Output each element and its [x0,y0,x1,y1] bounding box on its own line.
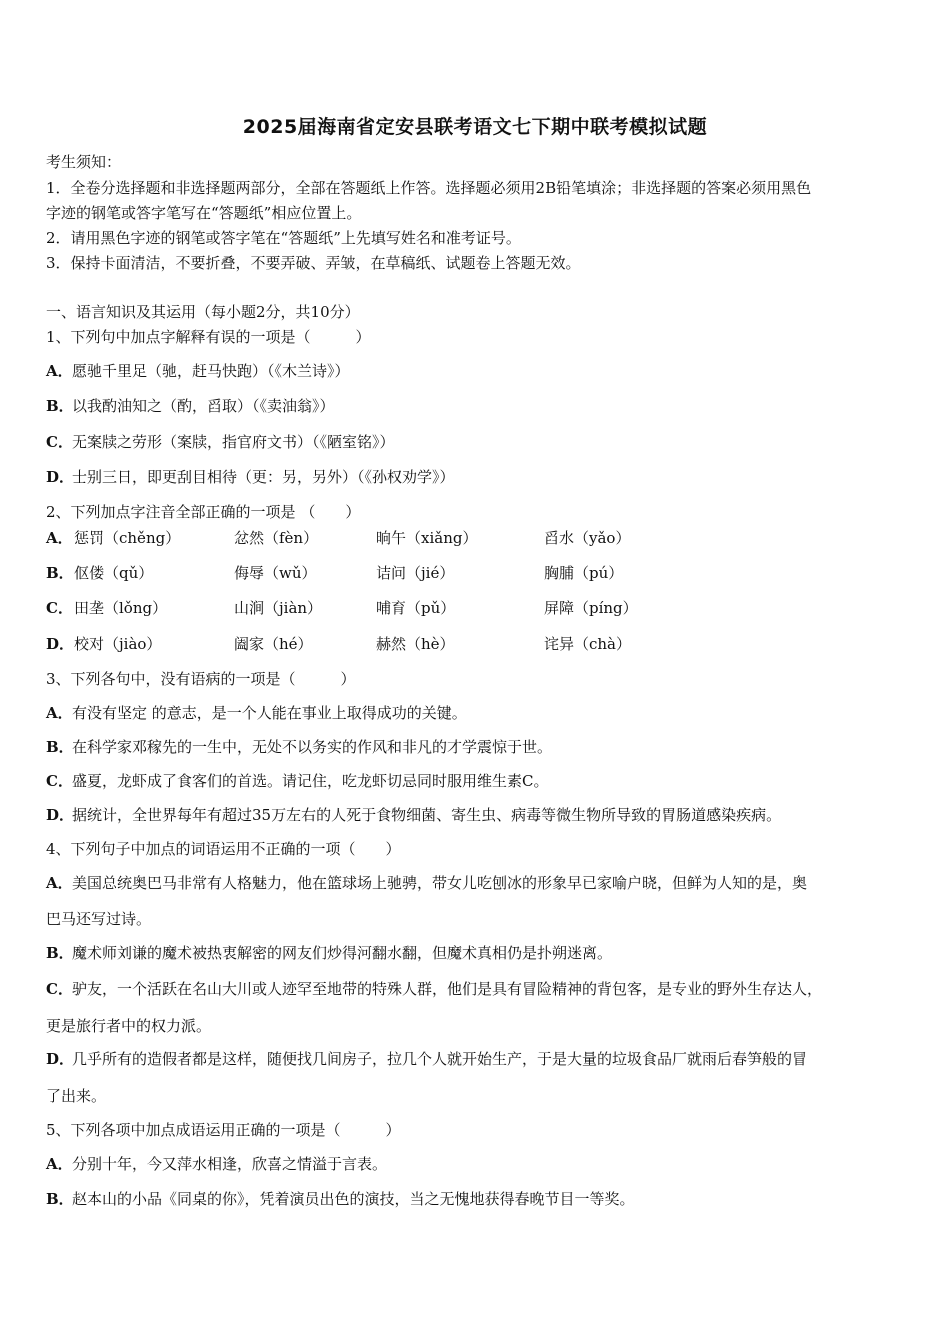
question-5-option-a [46,1154,387,1174]
option-text: 魔术师刘谦的魔术被热衷解密的网友们炒得河翻水翻，但魔术真相仍是扑朔迷离。 [72,944,613,962]
question-3-option-b [46,737,552,757]
option-text: 几乎所有的造假者都是这样，随便找几间房子，拉几个人就开始生产，于是大量的垃圾食品厂就雨后春笋般的冒 [72,1050,808,1068]
notice-item-3: 3．保持卡面清洁，不要折叠，不要弄破、弄皱，在草稿纸、试题卷上答题无效。 [46,254,581,272]
option-label: A． [46,704,73,722]
option-text: 愿驰千里足（驰，赶马快跑）（《木兰诗》） [72,362,350,380]
option-text: 赵本山的小品《同桌的你》，凭着演员出色的演技，当之无愧地获得春晚节目一等奖。 [72,1190,635,1208]
question-4-option-b [46,943,612,963]
question-2-row-d [46,634,75,654]
question-4-option-d [46,1049,807,1069]
pinyin-item: 屏障（píng） [544,599,638,617]
question-1-option-b [46,396,335,416]
option-label: D． [46,468,75,486]
notice-item-2: 2．请用黑色字迹的钢笔或答字笔在“答题纸”上先填写姓名和准考证号。 [46,229,521,247]
question-1-option-c [46,432,395,452]
option-text: 士别三日，即更刮目相待（更：另，另外）（《孙权劝学》） [72,468,455,486]
option-label: B． [46,564,74,582]
pinyin-item: 哺育（pǔ） [376,599,456,617]
question-4-option-a-cont: 巴马还写过诗。 [46,910,152,928]
section-heading: 一、语言知识及其运用（每小题2分，共10分） [46,303,360,321]
question-3-option-c [46,771,548,791]
pinyin-item: 惩罚（chěng） [74,529,181,547]
pinyin-item: 山涧（jiàn） [234,599,323,617]
option-text: 据统计，全世界每年有超过35万左右的人死于食物细菌、寄生虫、病毒等微生物所导致的胃肠道感染疾病。 [72,806,782,824]
option-text: 无案牍之劳形（案牍，指官府文书）（《陋室铭》） [72,433,395,451]
question-2-row-c [46,598,72,618]
question-3-option-a [46,703,467,723]
option-label: C． [46,433,73,451]
question-4-option-a [46,873,807,893]
option-text: 美国总统奥巴马非常有人格魅力，他在篮球场上驰骋，带女儿吃刨冰的形象早已家喻户晓，但鲜为人知的是，奥 [72,874,808,892]
option-text: 以我酌油知之（酌，舀取）（《卖油翁》） [72,397,335,415]
question-2-stem: 2、下列加点字注音全部正确的一项是 （ ） [46,503,361,521]
option-label: B． [46,397,74,415]
option-label: A． [46,1155,73,1173]
option-text: 盛夏，龙虾成了食客们的首选。请记住，吃龙虾切忌同时服用维生素C。 [72,772,549,790]
page-title: 2025届海南省定安县联考语文七下期中联考模拟试题 [242,116,708,138]
pinyin-item: 校对（jiào） [74,635,162,653]
pinyin-item: 诧异（chà） [544,635,632,653]
option-label: C． [46,599,73,617]
option-label: C． [46,772,73,790]
question-2-row-a [46,528,72,548]
pinyin-item: 田垄（lǒng） [74,599,168,617]
option-text: 在科学家邓稼先的一生中，无处不以务实的作风和非凡的才学震惊于世。 [72,738,553,756]
question-4-stem: 4、下列句子中加点的词语运用不正确的一项（ ） [46,840,401,858]
question-4-option-c-cont: 更是旅行者中的权力派。 [46,1017,212,1035]
pinyin-item: 晌午（xiǎng） [376,529,478,547]
pinyin-item: 侮辱（wǔ） [234,564,317,582]
pinyin-item: 胸脯（pú） [544,564,624,582]
option-label: D． [46,1050,75,1068]
option-label: D． [46,635,75,653]
option-label: D． [46,806,75,824]
pinyin-item: 赫然（hè） [376,635,455,653]
notice-item-1-cont: 字迹的钢笔或答字笔写在“答题纸”相应位置上。 [46,204,362,222]
question-4-option-c [46,979,822,999]
pinyin-item: 舀水（yǎo） [544,529,631,547]
option-label: A． [46,529,73,547]
notice-heading: 考生须知： [46,153,122,171]
option-label: B． [46,944,74,962]
option-label: C． [46,980,73,998]
question-3-option-d [46,805,781,825]
option-label: B． [46,738,74,756]
pinyin-item: 诘问（jié） [376,564,455,582]
question-1-option-a [46,361,350,381]
option-label: A． [46,874,73,892]
question-5-stem: 5、下列各项中加点成语运用正确的一项是（ ） [46,1121,401,1139]
option-text: 驴友，一个活跃在名山大川或人迹罕至地带的特殊人群，他们是具有冒险精神的背包客，是专业的野外生存达人， [72,980,823,998]
option-text: 有没有坚定 的意志，是一个人能在事业上取得成功的关键。 [72,704,467,722]
question-4-option-d-cont: 了出来。 [46,1087,107,1105]
option-text: 分别十年，今又萍水相逢，欣喜之情溢于言表。 [72,1155,388,1173]
option-label: B． [46,1190,74,1208]
question-1-option-d [46,467,455,487]
option-label: A． [46,362,73,380]
notice-item-1: 1．全卷分选择题和非选择题两部分，全部在答题纸上作答。选择题必须用2B铅笔填涂；非选择题的答案必须用黑色 [46,179,812,197]
pinyin-item: 忿然（fèn） [234,529,319,547]
question-1-stem: 1、下列句中加点字解释有误的一项是（ ） [46,328,371,346]
question-3-stem: 3、下列各句中，没有语病的一项是（ ） [46,670,356,688]
question-2-row-b [46,563,72,583]
question-5-option-b [46,1189,635,1209]
pinyin-item: 伛偻（qǔ） [74,564,154,582]
pinyin-item: 阖家（hé） [234,635,313,653]
